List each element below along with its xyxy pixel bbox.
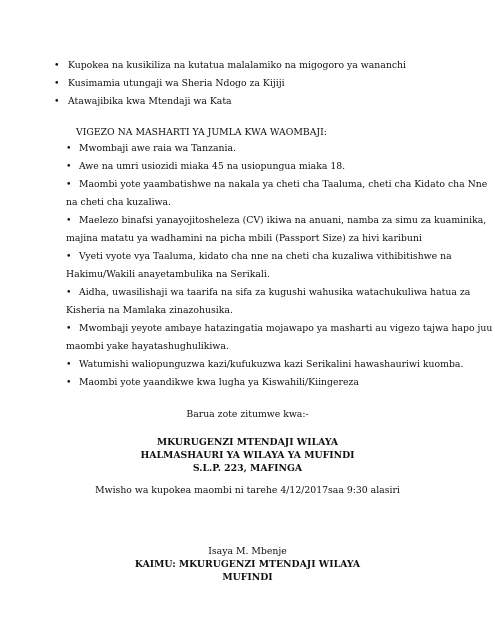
bullet-icon: • [66, 179, 72, 190]
bullet-icon: • [66, 251, 72, 262]
address-line: MKURUGENZI MTENDAJI WILAYA [156, 437, 339, 448]
bullet-icon: • [66, 143, 72, 154]
address-line: HALMASHAURI YA WILAYA YA MUFINDI [140, 450, 355, 461]
list-item-text: Mwombaji awe raia wa Tanzania. [79, 143, 236, 154]
signatory-title: KAIMU: MKURUGENZI MTENDAJI WILAYA [134, 559, 361, 570]
section-heading: VIGEZO NA MASHARTI YA JUMLA KWA WAOMBAJI: [76, 127, 327, 138]
list-item-text: Kusimamia utungaji wa Sheria Ndogo za Kijiji [68, 78, 285, 89]
signatory-place: MUFINDI [222, 572, 273, 583]
list-item-text: Maombi yote yaandikwe kwa lugha ya Kiswahili/Kiingereza [79, 377, 359, 388]
deadline-text: Mwisho wa kupokea maombi ni tarehe 4/12/2017saa 9:30 alasiri [95, 485, 400, 496]
list-item-text: Vyeti vyote vya Taaluma, kidato cha nne na cheti cha kuzaliwa vithibitishwe na [79, 251, 452, 262]
bullet-icon: • [54, 60, 60, 71]
list-item-text: Watumishi waliopunguzwa kazi/kufukuzwa kazi Serikalini hawashauriwi kuomba. [79, 359, 464, 370]
bullet-icon: • [54, 78, 60, 89]
list-item-continuation: majina matatu ya wadhamini na picha mbili (Passport Size) za hivi karibuni [66, 233, 422, 244]
list-item-text: Maombi yote yaambatishwe na nakala ya cheti cha Taaluma, cheti cha Kidato cha Nne [79, 179, 488, 190]
bullet-icon: • [66, 359, 72, 370]
list-item-text: Maelezo binafsi yanayojitosheleza (CV) ikiwa na anuani, namba za simu za kuaminika, [79, 215, 487, 226]
list-item-text: Awe na umri usiozidi miaka 45 na usiopungua miaka 18. [79, 161, 346, 172]
list-item-text: Kupokea na kusikiliza na kutatua malalamiko na migogoro ya wananchi [68, 60, 406, 71]
list-item-continuation: na cheti cha kuzaliwa. [66, 197, 172, 208]
bullet-icon: • [66, 287, 72, 298]
address-line: S.L.P. 223, MAFINGA [192, 463, 303, 474]
address-intro: Barua zote zitumwe kwa:- [186, 409, 309, 420]
bullet-icon: • [66, 323, 72, 334]
list-item-text: Mwombaji yeyote ambaye hatazingatia mojawapo ya masharti au vigezo tajwa hapo juu [79, 323, 493, 334]
list-item-text: Aidha, uwasilishaji wa taarifa na sifa za kugushi wahusika watachukuliwa hatua za [79, 287, 471, 298]
bullet-icon: • [66, 161, 72, 172]
list-item-text: Atawajibika kwa Mtendaji wa Kata [68, 96, 232, 107]
bullet-icon: • [66, 215, 72, 226]
bullet-icon: • [54, 96, 60, 107]
list-item-continuation: Kisheria na Mamlaka zinazohusika. [66, 305, 233, 316]
list-item-continuation: maombi yake hayatashughulikiwa. [66, 341, 229, 352]
signatory-name: Isaya M. Mbenje [208, 546, 287, 557]
list-item-continuation: Hakimu/Wakili anayetambulika na Serikali. [66, 269, 270, 280]
bullet-icon: • [66, 377, 72, 388]
